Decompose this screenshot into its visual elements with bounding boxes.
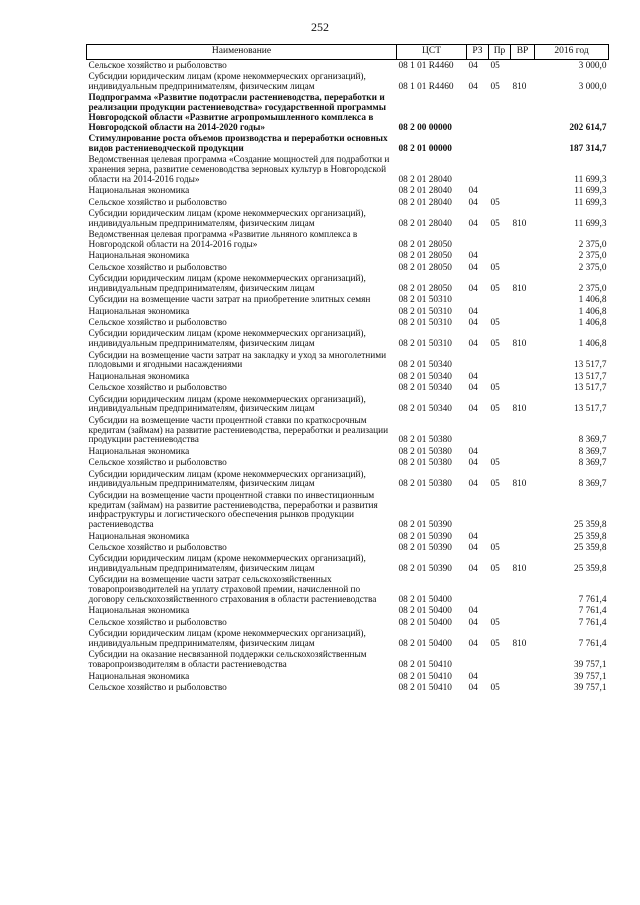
cell-name: Национальная экономика bbox=[88, 186, 190, 197]
cell-cst: 08 2 01 50340 bbox=[398, 404, 452, 415]
cell-vr bbox=[511, 446, 535, 457]
cell-rz: 04 bbox=[468, 683, 478, 693]
header-year: 2016 год bbox=[535, 45, 609, 60]
table-row bbox=[87, 531, 609, 542]
table-row bbox=[87, 208, 609, 229]
table-row bbox=[87, 71, 609, 92]
cell-vr bbox=[511, 133, 535, 154]
cell-pr bbox=[489, 650, 511, 671]
header-name: Наименование bbox=[87, 45, 397, 60]
cell-cst: 08 2 01 50380 bbox=[398, 479, 452, 490]
cell-rz bbox=[467, 155, 489, 186]
cell-rz: 04 bbox=[468, 306, 478, 317]
cell-amount: 2 375,0 bbox=[578, 239, 607, 250]
table-row bbox=[87, 617, 609, 628]
table-row bbox=[87, 606, 609, 617]
cell-vr bbox=[511, 606, 535, 617]
cell-pr bbox=[489, 490, 511, 531]
cell-amount: 13 517,7 bbox=[573, 404, 607, 415]
cell-cst: 08 1 01 R4460 bbox=[398, 81, 454, 92]
cell-rz: 04 bbox=[468, 446, 478, 457]
cell-amount: 2 375,0 bbox=[578, 283, 607, 294]
cell-amount: 8 369,7 bbox=[578, 435, 607, 446]
table-row bbox=[87, 295, 609, 306]
cell-pr: 05 bbox=[490, 564, 500, 575]
cell-name: Национальная экономика bbox=[88, 671, 190, 682]
cell-rz: 04 bbox=[468, 564, 478, 575]
cell-cst: 08 2 01 50340 bbox=[398, 383, 452, 394]
cell-vr: 810 bbox=[512, 218, 527, 229]
table-row bbox=[87, 155, 609, 186]
cell-name: Сельское хозяйство и рыболовство bbox=[88, 197, 227, 208]
cell-cst: 08 2 01 28050 bbox=[398, 262, 452, 273]
cell-amount: 8 369,7 bbox=[578, 458, 607, 469]
cell-amount: 7 761,4 bbox=[578, 595, 607, 606]
cell-rz: 04 bbox=[468, 479, 478, 490]
cell-rz: 04 bbox=[468, 283, 478, 294]
cell-rz: 04 bbox=[468, 458, 478, 469]
cell-vr: 810 bbox=[512, 564, 527, 575]
cell-name: Национальная экономика bbox=[88, 531, 190, 542]
cell-cst: 08 2 01 28040 bbox=[398, 174, 452, 185]
cell-amount: 1 406,8 bbox=[578, 339, 607, 350]
cell-pr bbox=[489, 93, 511, 134]
table-row bbox=[87, 671, 609, 682]
cell-pr bbox=[489, 251, 511, 262]
cell-name: Субсидии на возмещение части процентной ставки по инвестиционным кредитам (займам) на развитие растениеводства, переработки и развития инфраструктуры и логистического обеспечения рынков продукции растениеводства bbox=[88, 490, 378, 531]
cell-rz: 04 bbox=[468, 606, 478, 617]
cell-cst: 08 2 01 50390 bbox=[398, 542, 452, 553]
table-row bbox=[87, 542, 609, 553]
header-rz: РЗ bbox=[467, 45, 489, 60]
cell-cst: 08 2 01 28050 bbox=[398, 239, 452, 250]
cell-rz bbox=[467, 415, 489, 446]
cell-name: Сельское хозяйство и рыболовство bbox=[88, 542, 227, 553]
cell-pr bbox=[489, 350, 511, 371]
cell-vr: 810 bbox=[512, 639, 527, 650]
cell-rz bbox=[467, 575, 489, 606]
cell-amount: 25 359,8 bbox=[573, 531, 607, 542]
cell-name: Сельское хозяйство и рыболовство bbox=[88, 318, 227, 329]
cell-amount: 11 699,3 bbox=[574, 186, 607, 197]
cell-rz: 04 bbox=[468, 617, 478, 628]
cell-amount: 8 369,7 bbox=[578, 446, 607, 457]
cell-amount: 3 000,0 bbox=[578, 60, 607, 71]
cell-amount: 25 359,8 bbox=[573, 564, 607, 575]
table-row bbox=[87, 446, 609, 457]
table-row bbox=[87, 469, 609, 490]
cell-amount: 11 699,3 bbox=[574, 218, 607, 229]
cell-rz bbox=[467, 650, 489, 671]
cell-amount: 202 614,7 bbox=[569, 122, 607, 133]
cell-cst: 08 2 01 50410 bbox=[398, 660, 452, 671]
cell-vr: 810 bbox=[512, 283, 527, 294]
cell-cst: 08 2 00 00000 bbox=[398, 122, 452, 133]
cell-vr bbox=[511, 458, 535, 469]
cell-rz: 04 bbox=[468, 197, 478, 208]
cell-pr: 05 bbox=[490, 318, 500, 329]
cell-pr: 05 bbox=[490, 383, 500, 394]
cell-vr bbox=[511, 531, 535, 542]
cell-pr: 05 bbox=[490, 283, 500, 294]
table-row bbox=[87, 383, 609, 394]
cell-cst: 08 2 01 50380 bbox=[398, 458, 452, 469]
cell-cst: 08 2 01 50410 bbox=[398, 683, 452, 693]
cell-rz: 04 bbox=[468, 542, 478, 553]
cell-rz: 04 bbox=[468, 671, 478, 682]
cell-cst: 08 2 01 28050 bbox=[398, 251, 452, 262]
cell-pr bbox=[489, 415, 511, 446]
cell-cst: 08 2 01 50380 bbox=[398, 435, 452, 446]
cell-cst: 08 2 01 00000 bbox=[398, 143, 452, 154]
cell-cst: 08 2 01 50400 bbox=[398, 606, 452, 617]
cell-cst: 08 2 01 50400 bbox=[398, 595, 452, 606]
table-row bbox=[87, 650, 609, 671]
cell-name: Сельское хозяйство и рыболовство bbox=[88, 617, 227, 628]
cell-name: Сельское хозяйство и рыболовство bbox=[88, 383, 227, 394]
table-row bbox=[87, 394, 609, 415]
cell-rz bbox=[467, 133, 489, 154]
cell-cst: 08 2 01 28040 bbox=[398, 197, 452, 208]
cell-amount: 7 761,4 bbox=[578, 606, 607, 617]
cell-vr bbox=[511, 251, 535, 262]
cell-amount: 13 517,7 bbox=[573, 371, 607, 382]
cell-cst: 08 2 01 50310 bbox=[398, 306, 452, 317]
cell-rz: 04 bbox=[468, 218, 478, 229]
header-pr: Пр bbox=[489, 45, 511, 60]
cell-name: Субсидии на возмещение части затрат на приобретение элитных семян bbox=[88, 295, 371, 306]
cell-amount: 7 761,4 bbox=[578, 617, 607, 628]
cell-pr bbox=[489, 133, 511, 154]
table-header bbox=[87, 45, 609, 60]
cell-vr bbox=[511, 262, 535, 273]
cell-name: Субсидии юридическим лицам (кроме некоммерческих организаций), индивидуальным предпринимателям, физическим лицам bbox=[88, 208, 366, 229]
cell-vr bbox=[511, 650, 535, 671]
table-row bbox=[87, 458, 609, 469]
cell-pr: 05 bbox=[490, 262, 500, 273]
cell-rz: 04 bbox=[468, 339, 478, 350]
cell-vr bbox=[511, 306, 535, 317]
cell-cst: 08 2 01 50340 bbox=[398, 371, 452, 382]
cell-pr bbox=[489, 155, 511, 186]
cell-amount: 39 757,1 bbox=[573, 671, 607, 682]
cell-name: Сельское хозяйство и рыболовство bbox=[88, 458, 227, 469]
cell-amount: 39 757,1 bbox=[573, 683, 607, 693]
table-row bbox=[87, 629, 609, 650]
cell-name: Субсидии юридическим лицам (кроме некоммерческих организаций), индивидуальным предпринимателям, физическим лицам bbox=[88, 329, 366, 350]
cell-amount: 11 699,3 bbox=[574, 174, 607, 185]
cell-name: Сельское хозяйство и рыболовство bbox=[88, 262, 227, 273]
cell-vr: 810 bbox=[512, 81, 527, 92]
cell-name: Национальная экономика bbox=[88, 446, 190, 457]
cell-cst: 08 2 01 50400 bbox=[398, 639, 452, 650]
cell-name: Ведомственная целевая программа «Создание мощностей для подработки и хранения зерна, развитие семеноводства зерновых культур в Новгородской области на 2014-2016 годы» bbox=[88, 155, 390, 185]
cell-vr bbox=[511, 197, 535, 208]
cell-vr bbox=[511, 490, 535, 531]
cell-pr: 05 bbox=[490, 197, 500, 208]
cell-pr: 05 bbox=[490, 81, 500, 92]
cell-cst: 08 2 01 50380 bbox=[398, 446, 452, 457]
cell-vr bbox=[511, 230, 535, 251]
cell-amount: 2 375,0 bbox=[578, 251, 607, 262]
cell-vr bbox=[511, 93, 535, 134]
cell-cst: 08 2 01 50310 bbox=[398, 318, 452, 329]
cell-vr bbox=[511, 682, 535, 693]
cell-amount: 3 000,0 bbox=[578, 81, 607, 92]
cell-name: Субсидии юридическим лицам (кроме некоммерческих организаций), индивидуальным предпринимателям, физическим лицам bbox=[88, 469, 366, 490]
table-row bbox=[87, 186, 609, 197]
table-row bbox=[87, 575, 609, 606]
cell-name: Субсидии юридическим лицам (кроме некоммерческих организаций), индивидуальным предпринимателям, физическим лицам bbox=[88, 394, 366, 415]
cell-rz bbox=[467, 490, 489, 531]
cell-pr: 05 bbox=[490, 458, 500, 469]
cell-rz: 04 bbox=[468, 262, 478, 273]
cell-amount: 2 375,0 bbox=[578, 262, 607, 273]
table-row bbox=[87, 415, 609, 446]
cell-name: Подпрограмма «Развитие подотрасли растениеводства, переработки и реализации продукции растениеводства» государственной программы Новгородской области «Развитие агропромышленного комплекса в Новгородской области на 2014-2020 годы» bbox=[88, 93, 386, 133]
table-row bbox=[87, 490, 609, 531]
cell-cst: 08 2 01 28040 bbox=[398, 218, 452, 229]
cell-name: Субсидии юридическим лицам (кроме некоммерческих организаций), индивидуальным предпринимателям, физическим лицам bbox=[88, 71, 366, 92]
cell-name: Субсидии на возмещение части затрат сельскохозяйственных товаропроизводителей на уплату страховой премии, начисленной по договору сельскохозяйственного страхования в области растениеводства bbox=[88, 575, 377, 606]
cell-name: Субсидии на возмещение части процентной ставки по краткосрочным кредитам (займам) на развитие растениеводства, переработки и реализации продукции растениеводства bbox=[88, 415, 389, 446]
table-row bbox=[87, 350, 609, 371]
table-row bbox=[87, 371, 609, 382]
cell-name: Субсидии на возмещение части затрат на закладку и уход за многолетними плодовыми и ягодными насаждениями bbox=[88, 350, 387, 371]
cell-vr bbox=[511, 671, 535, 682]
cell-rz: 04 bbox=[468, 318, 478, 329]
cell-pr: 05 bbox=[490, 639, 500, 650]
cell-amount: 8 369,7 bbox=[578, 479, 607, 490]
cell-rz bbox=[467, 93, 489, 134]
header-vr: ВР bbox=[511, 45, 535, 60]
cell-pr bbox=[489, 446, 511, 457]
cell-pr: 05 bbox=[490, 542, 500, 553]
table-row bbox=[87, 60, 609, 72]
cell-vr bbox=[511, 317, 535, 328]
cell-name: Субсидии на оказание несвязанной поддержки сельскохозяйственным товаропроизводителям в области растениеводства bbox=[88, 650, 367, 671]
cell-rz: 04 bbox=[468, 186, 478, 197]
cell-cst: 08 2 01 50390 bbox=[398, 531, 452, 542]
table-body bbox=[87, 60, 609, 694]
cell-amount: 1 406,8 bbox=[578, 318, 607, 329]
cell-amount: 11 699,3 bbox=[574, 197, 607, 208]
cell-amount: 7 761,4 bbox=[578, 639, 607, 650]
cell-amount: 1 406,8 bbox=[578, 295, 607, 306]
cell-name: Субсидии юридическим лицам (кроме некоммерческих организаций), индивидуальным предпринимателям, физическим лицам bbox=[88, 554, 366, 575]
cell-name: Национальная экономика bbox=[88, 371, 190, 382]
cell-vr bbox=[511, 186, 535, 197]
table-row bbox=[87, 306, 609, 317]
table-row bbox=[87, 317, 609, 328]
cell-rz: 04 bbox=[468, 60, 478, 71]
cell-rz bbox=[467, 350, 489, 371]
cell-name: Стимулирование роста объемов производства и переработки основных видов растениеводческой продукции bbox=[88, 133, 388, 154]
cell-vr: 810 bbox=[512, 339, 527, 350]
cell-pr: 05 bbox=[490, 683, 500, 693]
cell-pr bbox=[489, 671, 511, 682]
table-row bbox=[87, 230, 609, 251]
table-row bbox=[87, 251, 609, 262]
table-row bbox=[87, 682, 609, 693]
cell-name: Сельское хозяйство и рыболовство bbox=[88, 60, 227, 71]
header-cst: ЦСТ bbox=[397, 45, 467, 60]
budget-table bbox=[86, 44, 609, 694]
cell-rz: 04 bbox=[468, 383, 478, 394]
cell-pr bbox=[489, 295, 511, 306]
cell-name: Национальная экономика bbox=[88, 251, 190, 262]
cell-vr bbox=[511, 415, 535, 446]
table-row bbox=[87, 329, 609, 350]
cell-amount: 25 359,8 bbox=[573, 542, 607, 553]
cell-name: Сельское хозяйство и рыболовство bbox=[88, 683, 227, 693]
cell-vr bbox=[511, 350, 535, 371]
cell-amount: 13 517,7 bbox=[573, 360, 607, 371]
cell-name: Национальная экономика bbox=[88, 306, 190, 317]
cell-pr bbox=[489, 575, 511, 606]
cell-vr bbox=[511, 575, 535, 606]
cell-vr: 810 bbox=[512, 404, 527, 415]
cell-cst: 08 2 01 28050 bbox=[398, 283, 452, 294]
cell-pr: 05 bbox=[490, 339, 500, 350]
cell-name: Ведомственная целевая программа «Развитие льняного комплекса в Новгородской области на 2014-2016 годы» bbox=[88, 230, 358, 250]
cell-rz: 04 bbox=[468, 251, 478, 262]
cell-cst: 08 2 01 50390 bbox=[398, 520, 452, 531]
cell-pr bbox=[489, 306, 511, 317]
cell-rz: 04 bbox=[468, 531, 478, 542]
cell-pr bbox=[489, 371, 511, 382]
cell-rz: 04 bbox=[468, 81, 478, 92]
cell-rz: 04 bbox=[468, 404, 478, 415]
page-number: 252 bbox=[311, 20, 329, 34]
cell-pr: 05 bbox=[490, 404, 500, 415]
cell-pr bbox=[489, 531, 511, 542]
cell-pr bbox=[489, 230, 511, 251]
cell-vr: 810 bbox=[512, 479, 527, 490]
cell-rz bbox=[467, 295, 489, 306]
cell-cst: 08 2 01 50340 bbox=[398, 360, 452, 371]
cell-pr bbox=[489, 186, 511, 197]
cell-cst: 08 1 01 R4460 bbox=[398, 60, 454, 71]
cell-cst: 08 2 01 50400 bbox=[398, 617, 452, 628]
cell-pr bbox=[489, 606, 511, 617]
cell-cst: 08 2 01 28040 bbox=[398, 186, 452, 197]
cell-cst: 08 2 01 50310 bbox=[398, 339, 452, 350]
cell-amount: 39 757,1 bbox=[573, 660, 607, 671]
cell-pr: 05 bbox=[490, 617, 500, 628]
cell-cst: 08 2 01 50310 bbox=[398, 295, 452, 306]
cell-vr bbox=[511, 295, 535, 306]
cell-name: Субсидии юридическим лицам (кроме некоммерческих организаций), индивидуальным предпринимателям, физическим лицам bbox=[88, 629, 366, 650]
cell-vr bbox=[511, 383, 535, 394]
cell-name: Субсидии юридическим лицам (кроме некоммерческих организаций), индивидуальным предпринимателям, физическим лицам bbox=[88, 274, 366, 294]
cell-pr: 05 bbox=[490, 479, 500, 490]
cell-name: Национальная экономика bbox=[88, 606, 190, 617]
cell-vr bbox=[511, 371, 535, 382]
cell-rz bbox=[467, 230, 489, 251]
cell-amount: 187 314,7 bbox=[569, 143, 607, 154]
cell-cst: 08 2 01 50410 bbox=[398, 671, 452, 682]
cell-pr: 05 bbox=[490, 218, 500, 229]
cell-vr bbox=[511, 617, 535, 628]
cell-vr bbox=[511, 60, 535, 72]
table-row bbox=[87, 93, 609, 134]
cell-pr: 05 bbox=[490, 60, 500, 71]
cell-rz: 04 bbox=[468, 371, 478, 382]
cell-vr bbox=[511, 542, 535, 553]
cell-amount: 1 406,8 bbox=[578, 306, 607, 317]
cell-amount: 25 359,8 bbox=[573, 520, 607, 531]
table-row bbox=[87, 554, 609, 575]
cell-vr bbox=[511, 155, 535, 186]
cell-cst: 08 2 01 50390 bbox=[398, 564, 452, 575]
cell-rz: 04 bbox=[468, 639, 478, 650]
cell-amount: 13 517,7 bbox=[573, 383, 607, 394]
table-row bbox=[87, 262, 609, 273]
table-row bbox=[87, 197, 609, 208]
table-row bbox=[87, 133, 609, 154]
table-row bbox=[87, 273, 609, 294]
